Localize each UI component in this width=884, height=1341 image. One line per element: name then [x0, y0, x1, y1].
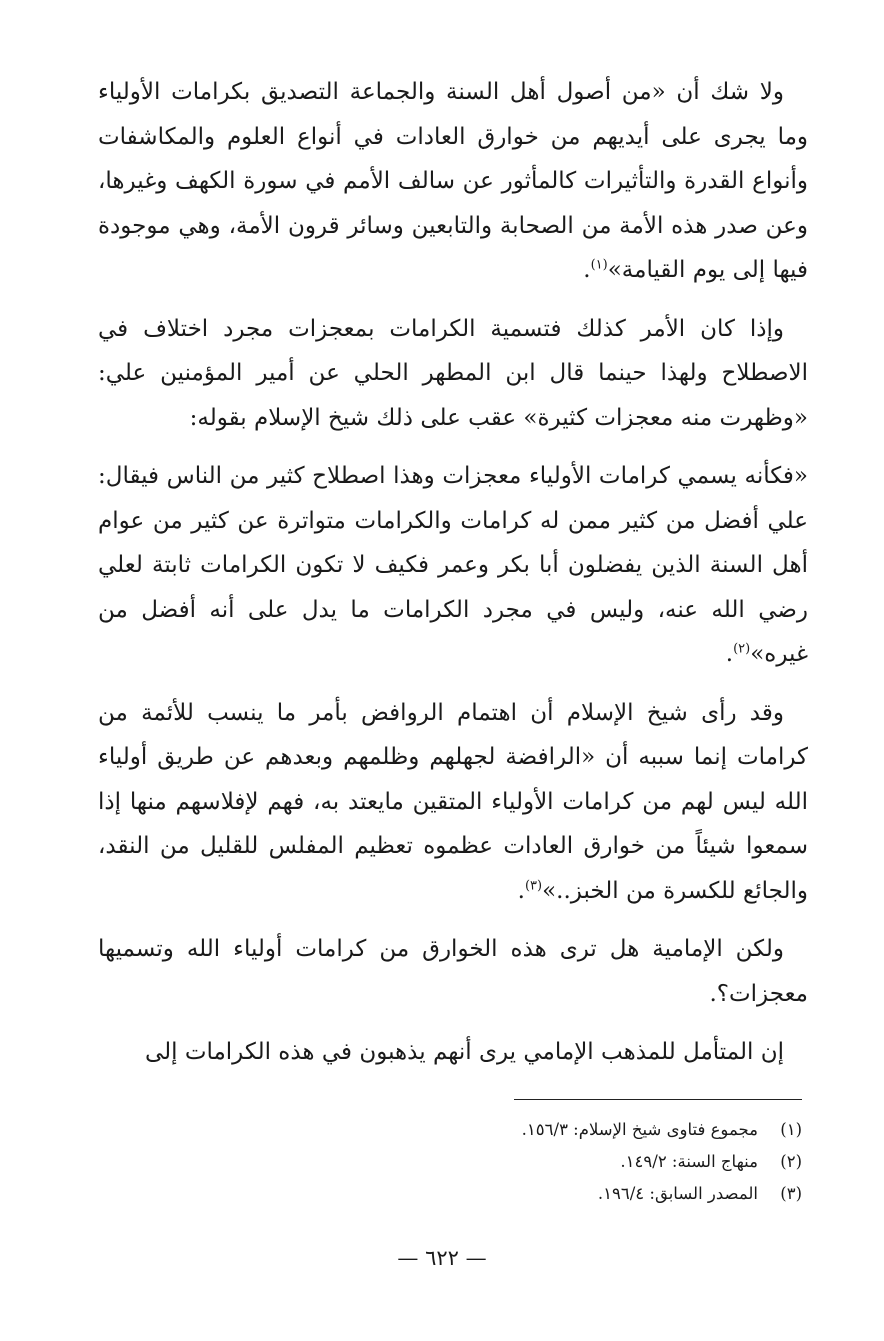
paragraph-text: وإذا كان الأمر كذلك فتسمية الكرامات بمعجزات مجرد اختلاف في الاصطلاح ولهذا حينما قال ابن المطهر الحلي عن أمير المؤمنين علي: «وظهرت منه معجزات كثيرة» عقب على ذلك شيخ الإسلام بقوله:	[98, 315, 808, 431]
footnote-2	[102, 1146, 802, 1178]
paragraph-text: ولا شك أن «من أصول أهل السنة والجماعة التصديق بكرامات الأولياء وما يجرى على أيديهم من خوارق العادات في أنواع العلوم والمكاشفات وأنواع القدرة والتأثيرات كالمأثور عن سالف الأمم في سورة الكهف وغيرها، وعن صدر هذه الأمة من الصحابة والتابعين وسائر قرون الأمة، وهي موجودة فيها إلى يوم القيامة»	[98, 79, 809, 283]
footnote-text: المصدر السابق: ١٩٦/٤.	[597, 1184, 758, 1203]
footnote-marker-3[interactable]: (٣)	[524, 877, 543, 893]
paragraph-end: .	[583, 257, 591, 283]
footnote-number: (٢)	[780, 1152, 802, 1171]
footnote-marker-1[interactable]: (١)	[590, 257, 608, 273]
footnote-1	[102, 1114, 802, 1146]
footnotes	[102, 1114, 802, 1210]
footnote-3	[102, 1178, 802, 1210]
paragraph-4	[98, 691, 808, 914]
footnote-number: (١)	[780, 1120, 802, 1139]
paragraph-1	[98, 70, 808, 293]
paragraph-text: إن المتأمل للمذهب الإمامي يرى أنهم يذهبون في هذه الكرامات إلى	[144, 1039, 784, 1065]
body-text	[98, 70, 808, 1089]
footnote-marker-2[interactable]: (٢)	[733, 641, 751, 657]
footnote-text: منهاج السنة: ١٤٩/٢.	[620, 1152, 758, 1171]
footnote-number: (٣)	[780, 1184, 802, 1203]
footnote-text: مجموع فتاوى شيخ الإسلام: ١٥٦/٣.	[521, 1120, 758, 1139]
paragraph-text: وقد رأى شيخ الإسلام أن اهتمام الروافض بأمر ما ينسب للأئمة من كرامات إنما سببه أن «الرافضة لجهلهم وظلمهم وبعدهم عن طريق أولياء الله ليس لهم من كرامات الأولياء المتقين مايعتد به، فهم لإفلاسهم منها إذا سمعوا شيئاً من خوارق العادات عظموه تعظيم المفلس للقليل من النقد، والجائع للكسرة من الخبز..»	[98, 699, 808, 904]
paragraph-3	[98, 454, 808, 677]
paragraph-text: ولكن الإمامية هل ترى هذه الخوارق من كرامات أولياء الله وتسميها معجزات؟.	[98, 936, 808, 1007]
paragraph-text: «فكأنه يسمي كرامات الأولياء معجزات وهذا اصطلاح كثير من الناس فيقال: علي أفضل من كثير ممن له كرامات والكرامات متواترة عن كثير من عوام أهل السنة الذين يفضلون أبا بكر وعمر فكيف لا تكون الكرامات ثابتة لعلي رضي الله عنه، وليس في مجرد الكرامات ما يدل على أنه أفضل من غيره»	[98, 463, 808, 667]
paragraph-5	[98, 927, 808, 1016]
paragraph-6	[98, 1030, 808, 1075]
page-number: — ٦٢٢ —	[397, 1246, 487, 1270]
footnote-divider	[514, 1099, 802, 1100]
paragraph-2	[98, 307, 808, 441]
paragraph-end: .	[517, 877, 525, 904]
paragraph-end: .	[725, 641, 734, 667]
